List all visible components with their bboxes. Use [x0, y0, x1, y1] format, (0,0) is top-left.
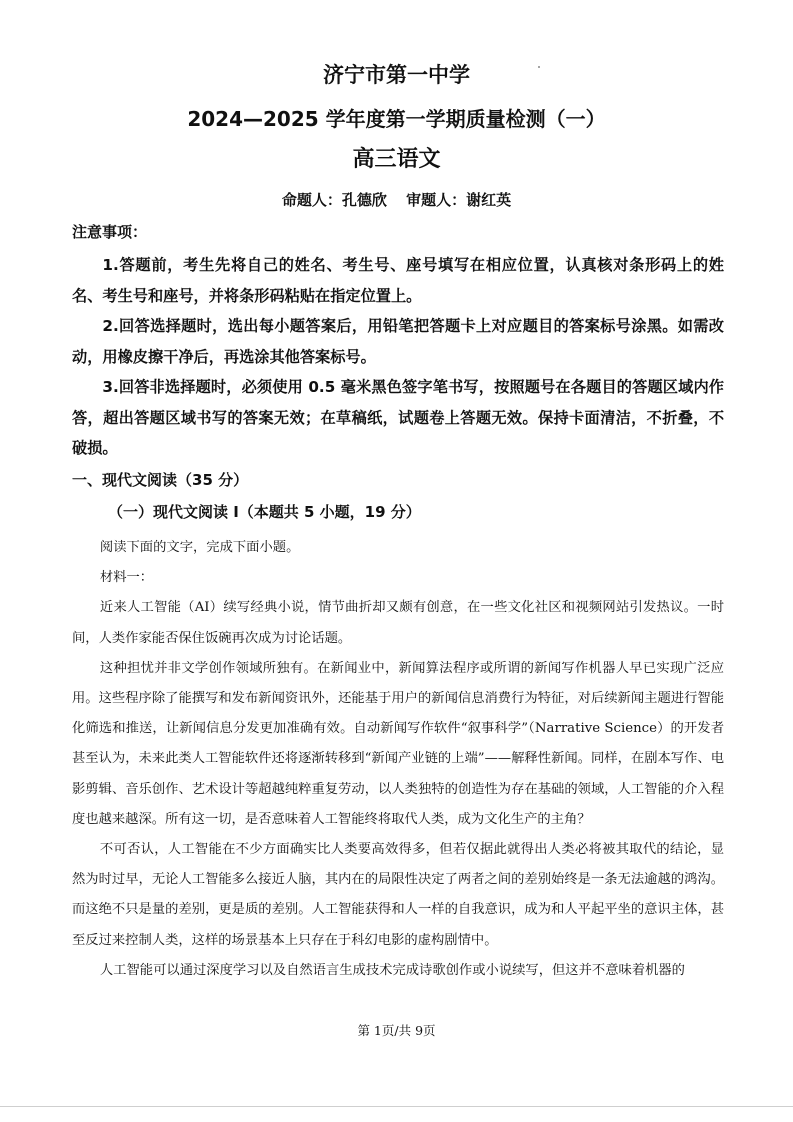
reviewer-name: 审题人：谢红英	[406, 191, 512, 209]
subject-title: 高三语文	[352, 147, 441, 172]
section-heading: 一、现代文阅读（35 分）	[72, 471, 249, 489]
note-item-1: 1.答题前，考生先将自己的姓名、考生号、座号填写在相应位置，认真核对条形码上的姓名、考生号和座号，并将条形码粘贴在指定位置上。	[72, 256, 724, 305]
passage-paragraph: 不可否认，人工智能在不少方面确实比人类要高效得多，但若仅据此就得出人类必将被其取代的结论，显然为时过早，无论人工智能多么接近人脑，其内在的局限性决定了两者之间的差别始终是一条无法逾越的鸿沟。而这绝不只是量的差别，更是质的差别。人工智能获得和人一样的自我意识，成为和人平起平坐的意识主体，甚至反过来控制人类，这样的场景基本上只存在于科幻电影的虚构剧情中。	[72, 842, 724, 948]
note-item-2: 2.回答选择题时，选出每小题答案后，用铅笔把答题卡上对应题目的答案标号涂黑。如需改动，用橡皮擦干净后，再选涂其他答案标号。	[72, 317, 724, 366]
instruction: 阅读下面的文字，完成下面小题。	[99, 540, 300, 555]
setter-name: 命题人：孔德欣	[281, 191, 387, 209]
passage-paragraph: 近来人工智能（AI）续写经典小说，情节曲折却又颇有创意，在一些文化社区和视频网站引发热议。一时间，人类作家能否保住饭碗再次成为讨论话题。	[72, 600, 724, 646]
passage-paragraph: 这种担忧并非文学创作领域所独有。在新闻业中，新闻算法程序或所谓的新闻写作机器人早已实现广泛应用。这些程序除了能撰写和发布新闻资讯外，还能基于用户的新闻信息消费行为特征，对后续新闻主题进行智能化筛选和推送，让新闻信息分发更加准确有效。自动新闻写作软件“叙事科学”（Narrative Science）的开发者甚至认为，未来此类人工智能软件还将逐渐转移到“新闻产业链的上端”——解释性新闻。同样，在剧本写作、电影剪辑、音乐创作、艺术设计等超越纯粹重复劳动，以人类独特的创造性为存在基础的领域，人工智能的介入程度也越来越深。所有这一切，是否意味着人工智能终将取代人类，成为文化生产的主角？	[72, 660, 724, 827]
subsection-heading: （一）现代文阅读 I（本题共 5 小题，19 分）	[108, 503, 421, 521]
notes-list	[72, 250, 724, 464]
exam-authors	[0, 188, 793, 212]
material-label: 材料一：	[99, 570, 154, 586]
note-item-3: 3.回答非选择题时，必须使用 0.5 毫米黑色签字笔书写，按照题号在各题目的答题区域内作答，超出答题区域书写的答案无效；在草稿纸，试题卷上答题无效。保持卡面清洁，不折叠，不破损。	[72, 378, 724, 457]
page-number: 第 1页/共 9页	[357, 1023, 436, 1038]
exam-title: 2024—2025 学年度第一学期质量检测（一）	[187, 107, 606, 131]
page-divider	[0, 1106, 793, 1107]
notes-heading: 注意事项：	[72, 223, 148, 241]
reading-passage	[72, 533, 724, 986]
school-name: 济宁市第一中学	[323, 63, 470, 87]
passage-paragraph: 人工智能可以通过深度学习以及自然语言生成技术完成诗歌创作或小说续写，但这并不意味着机器的	[99, 962, 685, 978]
